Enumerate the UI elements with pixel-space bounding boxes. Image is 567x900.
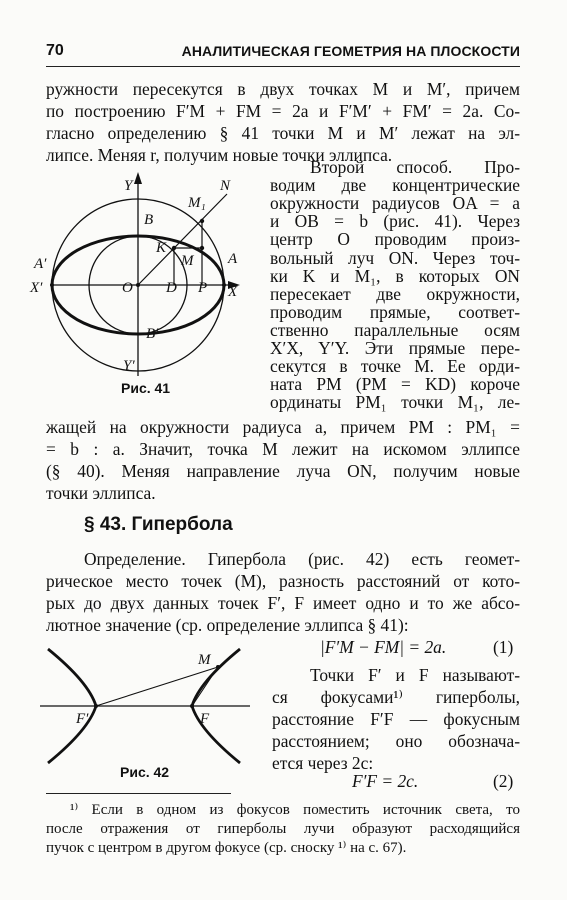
- label-Y-bottom: Y′: [123, 358, 135, 374]
- text-line: липсе. Меняя r, получим новые точки эллипса.: [46, 145, 393, 165]
- formula-1: |F′M − FM| = 2a.: [320, 637, 447, 657]
- footnote-rule: [46, 793, 231, 794]
- text-line: ки K и M₁, в которых ON: [270, 265, 520, 286]
- figure-42-caption: Рис. 42: [120, 764, 170, 780]
- text-line: = b : a. Значит, точка M лежит на искомом эллипсе: [46, 439, 520, 459]
- text-line: (§ 40). Меняя направление луча ON, получим новые: [46, 461, 520, 481]
- label-F-left: F′: [76, 711, 89, 727]
- text-line: вольный луч ON. Через точ-: [270, 247, 520, 268]
- formula-2-number: (2): [493, 771, 514, 791]
- label-K: K: [156, 240, 167, 256]
- figure-42: [40, 645, 270, 765]
- label-Y: Y: [124, 178, 133, 194]
- label-O: O: [122, 280, 133, 296]
- text-line: лютное значение (ср. определение эллипса § 41):: [46, 615, 409, 635]
- text-line: рых до двух данных точек F′, F имеет одно и то же абсо-: [46, 593, 520, 613]
- text-line: пересекает две окружности,: [270, 283, 520, 304]
- text-line: секутся в точке M. Ее орди-: [270, 356, 520, 377]
- formula-1-number: (1): [493, 637, 514, 657]
- text-line: расстоянием; оно обознача-: [272, 731, 520, 751]
- formula-2: F′F = 2c.: [352, 771, 419, 791]
- text-line: ется через 2c:: [272, 753, 374, 773]
- section-title: § 43. Гипербола: [84, 514, 233, 535]
- text-line: Определение. Гипербола (рис. 42) есть геомет-: [84, 549, 520, 569]
- text-line: жащей на окружности радиуса a, причем PM : PM₁ =: [46, 417, 520, 437]
- text-line: ся фокусами¹⁾ гиперболы,: [272, 687, 520, 707]
- label-X: X: [228, 284, 238, 300]
- page-number: 70: [46, 42, 64, 59]
- figure-41-caption: Рис. 41: [121, 380, 171, 396]
- label-M: M: [181, 253, 194, 269]
- text-line: гласно определению § 41 точки M и M′ лежат на эл-: [46, 123, 520, 143]
- footnote-line: ¹⁾ Если в одном из фокусов поместить источник света, то: [70, 802, 520, 818]
- label-A-left: A′: [34, 256, 47, 272]
- running-title: АНАЛИТИЧЕСКАЯ ГЕОМЕТРИЯ НА ПЛОСКОСТИ: [181, 43, 520, 59]
- footnote-line: после отражения от гиперболы лучи образуют расходящийся: [46, 821, 520, 837]
- text-line: X′X, Y′Y. Эти прямые пере-: [270, 338, 520, 358]
- label-B: B: [144, 212, 154, 228]
- text-line: ружности пересекутся в двух точках M и M′, причем: [46, 79, 520, 99]
- text-line: окружности радиусов OA = a: [270, 193, 520, 214]
- text-line: ординаты PM₁ точки M₁, ле-: [270, 392, 520, 413]
- text-line: проводим прямые, соответ-: [270, 301, 520, 322]
- text-line: и OB = b (рис. 41). Через: [270, 211, 520, 232]
- label-N: N: [220, 178, 231, 194]
- page-header: [46, 40, 520, 67]
- label-F: F: [200, 711, 210, 727]
- text-line: по построению F′M + FM = 2a и F′M′ + FM′ = 2a. Со-: [46, 101, 520, 121]
- text-line: Второй способ. Про-: [310, 157, 520, 177]
- text-line: водим две концентрические: [270, 175, 520, 196]
- text-line: точки эллипса.: [46, 483, 156, 503]
- text-line: расстояние F′F — фокусным: [272, 709, 520, 729]
- text-line: центр O проводим произ-: [270, 229, 520, 250]
- text-line: Точки F′ и F называют-: [310, 665, 520, 685]
- label-D: D: [166, 280, 177, 296]
- label-P: P: [198, 280, 208, 296]
- label-X-left: X′: [30, 280, 43, 296]
- text-line: ственно параллельные осям: [270, 319, 520, 340]
- label-B-bottom: B′: [146, 326, 159, 342]
- label-M1: M₁: [188, 195, 206, 211]
- text-line: рическое место точек (M), разность расстояний от кото-: [46, 571, 520, 591]
- text-line: ната PM (PM = KD) короче: [270, 374, 520, 395]
- label-A: A: [228, 251, 238, 267]
- footnote-line: пучок с центром в другом фокусе (ср. сноску ¹⁾ на с. 67).: [46, 840, 407, 856]
- label-M: M: [198, 652, 211, 668]
